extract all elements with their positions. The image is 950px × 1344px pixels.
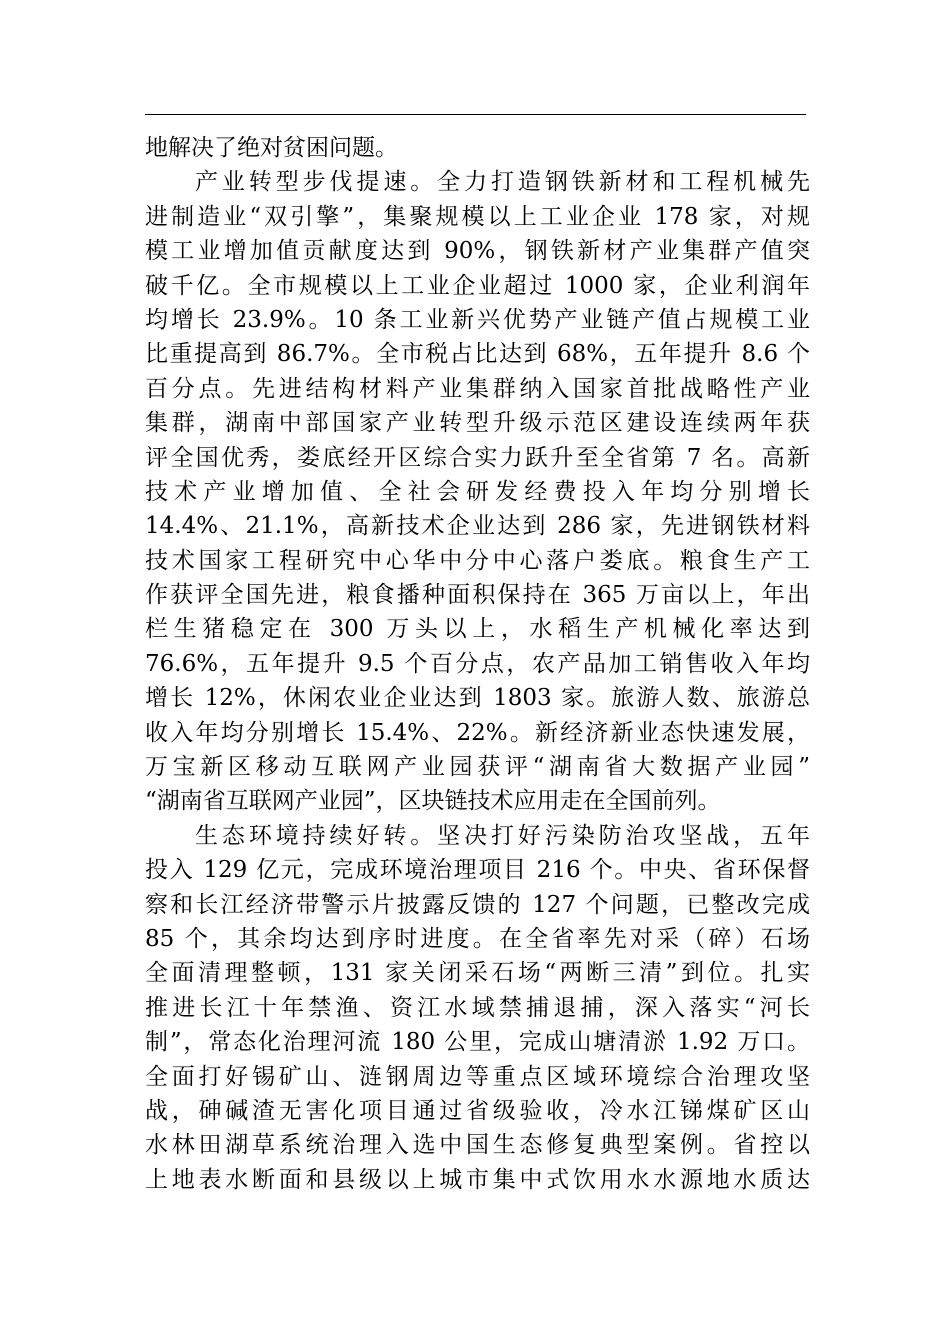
- text-line: 投入 129 亿元，完成环境治理项目 216 个。中央、省环保督: [145, 857, 810, 884]
- text-line: 14.4%、21.1%，高新技术企业达到 286 家，先进钢铁材料: [145, 513, 810, 540]
- text-line: 制”，常态化治理河流 180 公里，完成山塘清淤 1.92 万口。: [145, 1029, 810, 1056]
- text-line: “湖南省互联网产业园”，区块链技术应用走在全国前列。: [145, 788, 721, 815]
- text-line: 战，砷碱渣无害化项目通过省级验收，冷水江锑煤矿区山: [145, 1097, 810, 1124]
- text-line: 地解决了绝对贫困问题。: [145, 135, 398, 161]
- text-line: 技术产业增加值、全社会研发经费投入年均分别增长: [145, 478, 810, 505]
- text-line: 增长 12%，休闲农业企业达到 1803 家。旅游人数、旅游总: [145, 685, 810, 712]
- body-text: [145, 131, 810, 1197]
- text-line: 万宝新区移动互联网产业园获评“湖南省大数据产业园”: [145, 754, 810, 781]
- text-line: 破千亿。全市规模以上工业企业超过 1000 家，企业利润年: [145, 272, 810, 299]
- text-line: 评全国优秀，娄底经开区综合实力跃升至全省第 7 名。高新: [145, 444, 810, 471]
- text-line: 技术国家工程研究中心华中分中心落户娄底。粮食生产工: [145, 547, 810, 574]
- header-rule: [145, 114, 806, 115]
- text-line: 推进长江十年禁渔、资江水域禁捕退捕，深入落实“河长: [145, 994, 810, 1021]
- text-line: 收入年均分别增长 15.4%、22%。新经济新业态快速发展，: [145, 719, 810, 746]
- text-line: 水林田湖草系统治理入选中国生态修复典型案例。省控以: [145, 1132, 810, 1159]
- text-line: 集群，湖南中部国家产业转型升级示范区建设连续两年获: [145, 410, 810, 437]
- text-line: 模工业增加值贡献度达到 90%，钢铁新材产业集群产值突: [145, 238, 810, 265]
- text-line: 全面打好锡矿山、涟钢周边等重点区域环境综合治理攻坚: [145, 1063, 810, 1090]
- text-line: 均增长 23.9%。10 条工业新兴优势产业链产值占规模工业: [145, 306, 810, 333]
- text-line: 进制造业“双引擎”，集聚规模以上工业企业 178 家，对规: [145, 203, 810, 230]
- text-line: 比重提高到 86.7%。全市税占比达到 68%，五年提升 8.6 个: [145, 341, 810, 368]
- text-line: 76.6%，五年提升 9.5 个百分点，农产品加工销售收入年均: [145, 650, 810, 677]
- text-line: 上地表水断面和县级以上城市集中式饮用水水源地水质达: [145, 1166, 810, 1193]
- text-line: 察和长江经济带警示片披露反馈的 127 个问题，已整改完成: [145, 891, 810, 918]
- text-line: 生态环境持续好转。坚决打好污染防治攻坚战，五年: [195, 822, 810, 849]
- text-line: 栏生猪稳定在 300 万头以上，水稻生产机械化率达到: [145, 616, 810, 643]
- text-line: 百分点。先进结构材料产业集群纳入国家首批战略性产业: [145, 375, 810, 402]
- text-line: 产业转型步伐提速。全力打造钢铁新材和工程机械先: [195, 169, 810, 196]
- text-line: 85 个，其余均达到序时进度。在全省率先对采（碎）石场: [145, 925, 810, 952]
- text-line: 作获评全国先进，粮食播种面积保持在 365 万亩以上，年出: [145, 582, 810, 609]
- text-line: 全面清理整顿，131 家关闭采石场“两断三清”到位。扎实: [145, 960, 810, 987]
